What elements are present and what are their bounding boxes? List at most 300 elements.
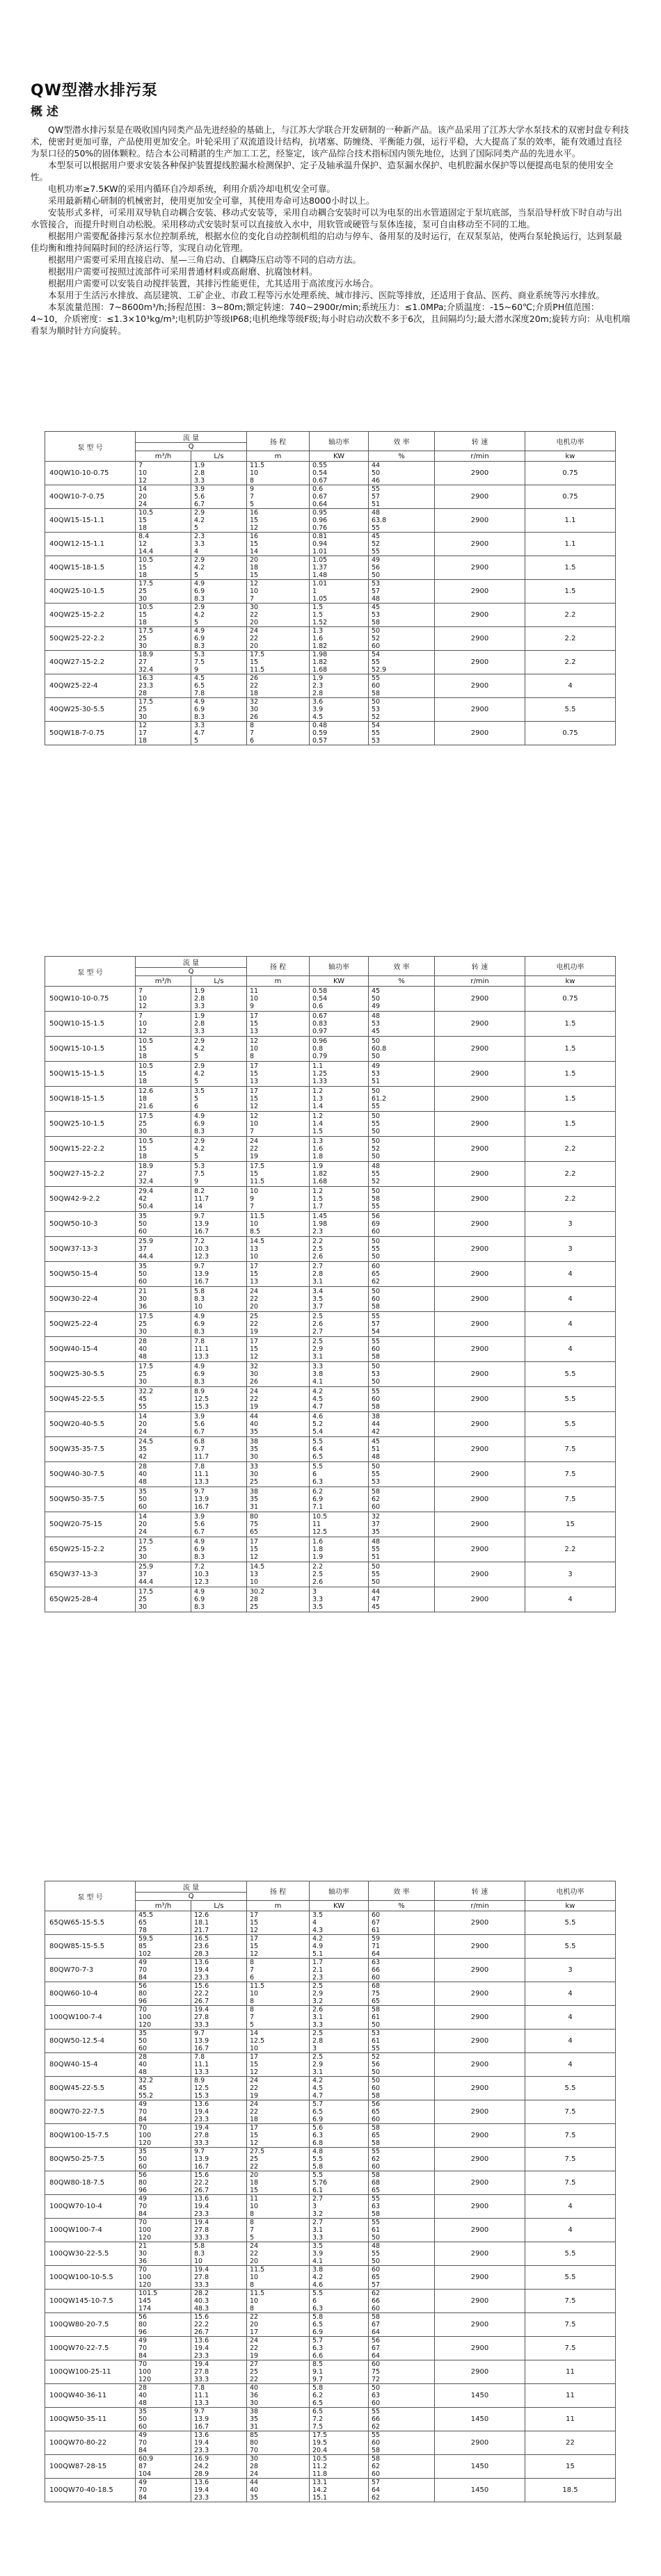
pump-model: 100QW100-25-11 bbox=[45, 2360, 136, 2384]
speed-rpm: 2900 bbox=[435, 1512, 525, 1537]
motor-power-kw: 7.5 bbox=[525, 1437, 616, 1462]
efficiency-pct: 55 61 50 bbox=[369, 2219, 435, 2242]
table-row bbox=[45, 2030, 616, 2053]
speed-rpm: 2900 bbox=[435, 1087, 525, 1112]
speed-rpm: 2900 bbox=[435, 2006, 525, 2030]
pump-model: 80QW40-15-4 bbox=[45, 2053, 136, 2077]
pump-model: 50QW15-22-2.2 bbox=[45, 1137, 136, 1162]
flow-ls: 15.6 22.2 26.7 bbox=[191, 1982, 247, 2006]
pump-model: 40QW25-22-4 bbox=[45, 674, 136, 698]
header-efficiency: 效 率 bbox=[369, 432, 435, 451]
flow-m3h: 10.5 15 18 bbox=[136, 1062, 191, 1087]
head-m: 11.5 10 8 bbox=[247, 462, 310, 485]
efficiency-pct: 59 71 64 bbox=[369, 1935, 435, 1959]
head-m: 14 12.5 10 bbox=[247, 2030, 310, 2053]
unit-kw-shaft: KW bbox=[310, 451, 369, 462]
pump-model: 40QW15-18-1.5 bbox=[45, 556, 136, 580]
pump-model: 65QW65-15-5.5 bbox=[45, 1911, 136, 1935]
flow-ls: 6.8 9.7 11.7 bbox=[191, 1437, 247, 1462]
efficiency-pct: 50 52 60 bbox=[369, 627, 435, 651]
shaft-power-kw: 0.67 0.83 0.97 bbox=[310, 1012, 369, 1037]
speed-rpm: 2900 bbox=[435, 1911, 525, 1935]
table-row bbox=[45, 674, 616, 698]
shaft-power-kw: 6.2 6.9 7.1 bbox=[310, 1487, 369, 1512]
head-m: 8 7 6 bbox=[247, 722, 310, 745]
flow-m3h: 32.2 45 55 bbox=[136, 1387, 191, 1412]
unit-ls: L/s bbox=[191, 451, 247, 462]
table-row bbox=[45, 698, 616, 722]
flow-m3h: 35 50 60 bbox=[136, 1262, 191, 1287]
head-m: 17 15 13 bbox=[247, 1012, 310, 1037]
table-row bbox=[45, 2124, 616, 2148]
efficiency-pct: 53 61 55 bbox=[369, 2030, 435, 2053]
speed-rpm: 2900 bbox=[435, 1287, 525, 1312]
table-row bbox=[45, 1387, 616, 1412]
speed-rpm: 2900 bbox=[435, 2030, 525, 2053]
motor-power-kw: 22 bbox=[525, 2431, 616, 2455]
shaft-power-kw: 1.5 1.5 1.52 bbox=[310, 604, 369, 627]
intro-paragraph: 安装形式多样，可采用双导轨自动耦合安装、移动式安装等，采用自动耦合安装时可以为电泵的出水管道固定于泵坑底部，当泵沿导杆放下时自动与出水管接合，而提升时则自动松脱。采用移动式安装时泵可以直接放入水中，用软管或硬管与泵体连接，泵可自由移动至不同的工地。 bbox=[31, 207, 623, 229]
head-m: 20 18 15 bbox=[247, 556, 310, 580]
head-m: 16 15 14 bbox=[247, 533, 310, 556]
head-m: 32 30 26 bbox=[247, 698, 310, 722]
head-m: 12 10 7 bbox=[247, 580, 310, 604]
motor-power-kw: 4 bbox=[525, 2053, 616, 2077]
flow-ls: 9.7 13.9 16.7 bbox=[191, 1262, 247, 1287]
efficiency-pct: 45 50 49 bbox=[369, 987, 435, 1012]
efficiency-pct: 56 65 60 bbox=[369, 2100, 435, 2124]
flow-m3h: 21 30 36 bbox=[136, 1287, 191, 1312]
head-m: 24 22 20 bbox=[247, 2242, 310, 2266]
flow-ls: 3.9 5.6 6.7 bbox=[191, 485, 247, 509]
head-m: 9 7 5 bbox=[247, 485, 310, 509]
shaft-power-kw: 5.8 6.2 6.5 bbox=[310, 2384, 369, 2408]
pump-model: 80QW50-12.5-4 bbox=[45, 2030, 136, 2053]
table-row bbox=[45, 1512, 616, 1537]
pump-model: 80QW60-10-4 bbox=[45, 1982, 136, 2006]
speed-rpm: 2900 bbox=[435, 533, 525, 556]
head-m: 8 7 5 bbox=[247, 2006, 310, 2030]
efficiency-pct: 50 53 52 bbox=[369, 698, 435, 722]
flow-m3h: 49 70 84 bbox=[136, 2431, 191, 2455]
unit-kw-shaft: KW bbox=[310, 976, 369, 987]
head-m: 24 22 20 bbox=[247, 627, 310, 651]
table-row bbox=[45, 1562, 616, 1587]
speed-rpm: 2900 bbox=[435, 1112, 525, 1137]
motor-power-kw: 1.5 bbox=[525, 1037, 616, 1062]
shaft-power-kw: 4.2 4.5 4.7 bbox=[310, 2077, 369, 2100]
head-m: 14.5 13 10 bbox=[247, 1562, 310, 1587]
pump-model: 50QW15-15-1.5 bbox=[45, 1062, 136, 1087]
pump-model: 50QW27-15-2.2 bbox=[45, 1162, 136, 1187]
table-row bbox=[45, 987, 616, 1012]
shaft-power-kw: 1.3 1.6 1.82 bbox=[310, 627, 369, 651]
speed-rpm: 2900 bbox=[435, 604, 525, 627]
head-m: 44 40 35 bbox=[247, 1412, 310, 1437]
flow-m3h: 35 50 60 bbox=[136, 2030, 191, 2053]
table-row bbox=[45, 2077, 616, 2100]
efficiency-pct: 55 60 58 bbox=[369, 674, 435, 698]
flow-m3h: 17.5 25 30 bbox=[136, 627, 191, 651]
header-shaft-power: 轴功率 bbox=[310, 957, 369, 976]
speed-rpm: 1450 bbox=[435, 2408, 525, 2431]
flow-ls: 19.4 27.8 33.3 bbox=[191, 2266, 247, 2290]
head-m: 27 25 22 bbox=[247, 2360, 310, 2384]
head-m: 17 15 13 bbox=[247, 1262, 310, 1287]
flow-m3h: 70 100 120 bbox=[136, 2266, 191, 2290]
flow-ls: 4.9 6.9 8.3 bbox=[191, 1362, 247, 1387]
pump-model: 100QW70-40-18.5 bbox=[45, 2479, 136, 2502]
shaft-power-kw: 8.5 9.1 9.7 bbox=[310, 2360, 369, 2384]
table-row bbox=[45, 1312, 616, 1337]
speed-rpm: 2900 bbox=[435, 2242, 525, 2266]
speed-rpm: 2900 bbox=[435, 1062, 525, 1087]
table-row bbox=[45, 1262, 616, 1287]
unit-kw-shaft: KW bbox=[310, 1901, 369, 1911]
speed-rpm: 2900 bbox=[435, 1437, 525, 1462]
speed-rpm: 2900 bbox=[435, 651, 525, 674]
motor-power-kw: 4 bbox=[525, 1982, 616, 2006]
flow-m3h: 18.9 27 32.4 bbox=[136, 651, 191, 674]
table-row bbox=[45, 1212, 616, 1237]
unit-pct: % bbox=[369, 1901, 435, 1911]
flow-ls: 2.9 4.2 5 bbox=[191, 1037, 247, 1062]
flow-m3h: 7 10 12 bbox=[136, 1012, 191, 1037]
table-row bbox=[45, 2171, 616, 2195]
flow-ls: 1.9 2.8 3.3 bbox=[191, 1012, 247, 1037]
head-m: 27.5 25 22 bbox=[247, 2148, 310, 2171]
flow-m3h: 7 10 12 bbox=[136, 462, 191, 485]
pump-model: 50QW25-22-4 bbox=[45, 1312, 136, 1337]
flow-m3h: 56 80 96 bbox=[136, 1982, 191, 2006]
flow-ls: 2.3 3.3 4 bbox=[191, 533, 247, 556]
efficiency-pct: 50 61.2 55 bbox=[369, 1087, 435, 1112]
shaft-power-kw: 5.5 6.4 6.5 bbox=[310, 1437, 369, 1462]
table-row bbox=[45, 1587, 616, 1612]
shaft-power-kw: 5.5 5.76 6.1 bbox=[310, 2171, 369, 2195]
pump-model: 80QW70-7-3 bbox=[45, 1959, 136, 1982]
speed-rpm: 2900 bbox=[435, 627, 525, 651]
table-row bbox=[45, 2053, 616, 2077]
unit-kw-motor: kw bbox=[525, 976, 616, 987]
head-m: 30 22 20 bbox=[247, 604, 310, 627]
efficiency-pct: 49 56 50 bbox=[369, 556, 435, 580]
efficiency-pct: 55 60 58 bbox=[369, 1337, 435, 1362]
head-m: 8 7 5 bbox=[247, 2219, 310, 2242]
header-model: 泵 型 号 bbox=[45, 432, 136, 462]
head-m: 12 10 8 bbox=[247, 1037, 310, 1062]
speed-rpm: 2900 bbox=[435, 1412, 525, 1437]
flow-m3h: 56 80 96 bbox=[136, 2313, 191, 2337]
efficiency-pct: 45 53 58 bbox=[369, 604, 435, 627]
head-m: 14.5 13 10 bbox=[247, 1237, 310, 1262]
flow-ls: 5.8 8.3 10 bbox=[191, 1287, 247, 1312]
speed-rpm: 2900 bbox=[435, 2100, 525, 2124]
flow-m3h: 16.3 23.3 28 bbox=[136, 674, 191, 698]
efficiency-pct: 48 55 50 bbox=[369, 2242, 435, 2266]
intro-text bbox=[31, 124, 630, 337]
flow-m3h: 14 20 24 bbox=[136, 1412, 191, 1437]
flow-m3h: 17.5 25 30 bbox=[136, 698, 191, 722]
table-row bbox=[45, 1462, 616, 1487]
efficiency-pct: 48 55 52 bbox=[369, 1162, 435, 1187]
efficiency-pct: 50 60 58 bbox=[369, 1287, 435, 1312]
table-row bbox=[45, 2006, 616, 2030]
flow-m3h: 14 20 24 bbox=[136, 1512, 191, 1537]
flow-ls: 19.4 27.8 33.3 bbox=[191, 2124, 247, 2148]
shaft-power-kw: 2.7 2.8 3.1 bbox=[310, 1262, 369, 1287]
head-m: 8 7 6 bbox=[247, 1959, 310, 1982]
speed-rpm: 2900 bbox=[435, 509, 525, 533]
table-row bbox=[45, 2100, 616, 2124]
motor-power-kw: 1.5 bbox=[525, 1012, 616, 1037]
pump-model: 40QW25-15-2.2 bbox=[45, 604, 136, 627]
flow-m3h: 25.9 37 44.4 bbox=[136, 1237, 191, 1262]
flow-ls: 4.9 6.9 8.3 bbox=[191, 1112, 247, 1137]
flow-m3h: 21 30 36 bbox=[136, 2242, 191, 2266]
head-m: 24 22 19 bbox=[247, 1387, 310, 1412]
flow-ls: 9.7 13.9 16.7 bbox=[191, 2030, 247, 2053]
shaft-power-kw: 5.8 6.5 6.9 bbox=[310, 2313, 369, 2337]
head-m: 38 35 30 bbox=[247, 1437, 310, 1462]
unit-pct: % bbox=[369, 976, 435, 987]
motor-power-kw: 4 bbox=[525, 1287, 616, 1312]
motor-power-kw: 5.5 bbox=[525, 1387, 616, 1412]
table-row bbox=[45, 2479, 616, 2502]
pump-model: 50QW40-30-7.5 bbox=[45, 1462, 136, 1487]
speed-rpm: 2900 bbox=[435, 2431, 525, 2455]
speed-rpm: 1450 bbox=[435, 2479, 525, 2502]
flow-ls: 9.7 13.9 16.7 bbox=[191, 1212, 247, 1237]
shaft-power-kw: 4.2 4.5 4.7 bbox=[310, 1387, 369, 1412]
flow-m3h: 49 70 84 bbox=[136, 2195, 191, 2219]
flow-m3h: 18.9 27 32.4 bbox=[136, 1162, 191, 1187]
shaft-power-kw: 0.81 0.94 1.01 bbox=[310, 533, 369, 556]
table-row bbox=[45, 556, 616, 580]
flow-ls: 3.9 5.6 6.7 bbox=[191, 1512, 247, 1537]
pump-model: 100QW87-28-15 bbox=[45, 2455, 136, 2479]
pump-model: 100QW80-20-7.5 bbox=[45, 2313, 136, 2337]
efficiency-pct: 54 55 52.9 bbox=[369, 651, 435, 674]
efficiency-pct: 50 58 55 bbox=[369, 1187, 435, 1212]
shaft-power-kw: 1.1 1.25 1.33 bbox=[310, 1062, 369, 1087]
pump-model: 50QW50-10-3 bbox=[45, 1212, 136, 1237]
flow-ls: 2.9 4.2 5 bbox=[191, 509, 247, 533]
efficiency-pct: 60 75 72 bbox=[369, 2360, 435, 2384]
spec-table-2 bbox=[45, 956, 616, 1612]
header-efficiency: 效 率 bbox=[369, 1881, 435, 1901]
pump-model: 40QW15-15-1.1 bbox=[45, 509, 136, 533]
flow-m3h: 10.5 15 18 bbox=[136, 556, 191, 580]
motor-power-kw: 15 bbox=[525, 1512, 616, 1537]
speed-rpm: 2900 bbox=[435, 580, 525, 604]
speed-rpm: 1450 bbox=[435, 2455, 525, 2479]
flow-m3h: 17.5 25 30 bbox=[136, 1112, 191, 1137]
header-speed: 转 速 bbox=[435, 432, 525, 451]
shaft-power-kw: 5.6 6.3 6.8 bbox=[310, 2124, 369, 2148]
header-flow-q: Q bbox=[136, 1893, 247, 1901]
speed-rpm: 2900 bbox=[435, 2053, 525, 2077]
shaft-power-kw: 1.6 1.8 1.9 bbox=[310, 1537, 369, 1562]
motor-power-kw: 5.5 bbox=[525, 1911, 616, 1935]
flow-ls: 19.4 27.8 33.3 bbox=[191, 2219, 247, 2242]
head-m: 44 40 35 bbox=[247, 2479, 310, 2502]
flow-ls: 9.7 13.9 16.7 bbox=[191, 1487, 247, 1512]
head-m: 20 18 15 bbox=[247, 2171, 310, 2195]
pump-model: 100QW100-7-4 bbox=[45, 2006, 136, 2030]
table-row bbox=[45, 2148, 616, 2171]
motor-power-kw: 5.5 bbox=[525, 1362, 616, 1387]
efficiency-pct: 62 66 60 bbox=[369, 2290, 435, 2313]
flow-ls: 13.6 19.4 23.3 bbox=[191, 2479, 247, 2502]
intro-paragraph: 采用最新精心研制的机械密封，使用更加安全可靠，其使用寿命可达8000小时以上。 bbox=[48, 195, 375, 206]
motor-power-kw: 1.1 bbox=[525, 509, 616, 533]
motor-power-kw: 2.2 bbox=[525, 651, 616, 674]
flow-ls: 7.2 10.3 12.3 bbox=[191, 1562, 247, 1587]
flow-ls: 8.9 12.5 15.3 bbox=[191, 1387, 247, 1412]
pump-model: 50QW35-35-7.5 bbox=[45, 1437, 136, 1462]
table-row bbox=[45, 580, 616, 604]
unit-pct: % bbox=[369, 451, 435, 462]
head-m: 11 10 8 bbox=[247, 2195, 310, 2219]
pump-model: 40QW25-30-5.5 bbox=[45, 698, 136, 722]
efficiency-pct: 44 50 46 bbox=[369, 462, 435, 485]
efficiency-pct: 58 67 64 bbox=[369, 2313, 435, 2337]
header-model: 泵 型 号 bbox=[45, 957, 136, 987]
pump-model: 65QW37-13-3 bbox=[45, 1562, 136, 1587]
flow-ls: 4.5 6.5 7.8 bbox=[191, 674, 247, 698]
shaft-power-kw: 2.7 3 3.2 bbox=[310, 2195, 369, 2219]
table-row bbox=[45, 2242, 616, 2266]
shaft-power-kw: 2.7 3.1 3.3 bbox=[310, 2219, 369, 2242]
table-row bbox=[45, 1911, 616, 1935]
table-row bbox=[45, 1337, 616, 1362]
motor-power-kw: 5.5 bbox=[525, 2266, 616, 2290]
table-row bbox=[45, 2408, 616, 2431]
flow-ls: 13.6 19.4 23.3 bbox=[191, 1959, 247, 1982]
speed-rpm: 2900 bbox=[435, 2266, 525, 2290]
unit-rpm: r/min bbox=[435, 976, 525, 987]
table-row bbox=[45, 627, 616, 651]
head-m: 12 10 7 bbox=[247, 1112, 310, 1137]
table-row bbox=[45, 1237, 616, 1262]
flow-ls: 4.9 6.9 8.3 bbox=[191, 698, 247, 722]
flow-ls: 2.9 4.2 5 bbox=[191, 1062, 247, 1087]
pump-model: 40QW10-7-0.75 bbox=[45, 485, 136, 509]
speed-rpm: 1450 bbox=[435, 2384, 525, 2408]
shaft-power-kw: 4.2 4.9 5.1 bbox=[310, 1935, 369, 1959]
efficiency-pct: 55 62 60 bbox=[369, 2148, 435, 2171]
table-row bbox=[45, 2219, 616, 2242]
efficiency-pct: 49 53 51 bbox=[369, 1062, 435, 1087]
table-row bbox=[45, 1187, 616, 1212]
shaft-power-kw: 13.1 14.2 15.1 bbox=[310, 2479, 369, 2502]
speed-rpm: 2900 bbox=[435, 1362, 525, 1387]
motor-power-kw: 11 bbox=[525, 2408, 616, 2431]
intro-paragraph: 根据用户需要配备排污泵水位控制系统，根据水位的变化自动控制机组的启动与停车、备用泵的及时运行，在双泵泵站，使两台泵轮换运行，达到泵最佳均衡和维持间隔时间的经济运行等，实现自动化管理。 bbox=[31, 231, 623, 253]
header-flow: 流 量 bbox=[136, 957, 247, 968]
flow-ls: 16.9 24.2 28.9 bbox=[191, 2455, 247, 2479]
intro-paragraph: 本型泵可以根据用户要求安装各种保护装置提线腔漏水检测保护、定子及轴承温升保护、造泵漏水保护、电机腔漏水保护等以便提高电泵的使用安全性。 bbox=[31, 160, 614, 182]
pump-model: 65QW25-15-2.2 bbox=[45, 1537, 136, 1562]
shaft-power-kw: 3.3 3.8 4.1 bbox=[310, 1362, 369, 1387]
motor-power-kw: 7.5 bbox=[525, 2100, 616, 2124]
head-m: 17 15 12 bbox=[247, 2053, 310, 2077]
unit-ls: L/s bbox=[191, 976, 247, 987]
unit-m: m bbox=[247, 976, 310, 987]
motor-power-kw: 2.2 bbox=[525, 1187, 616, 1212]
efficiency-pct: 50 55 50 bbox=[369, 1237, 435, 1262]
speed-rpm: 2900 bbox=[435, 2360, 525, 2384]
head-m: 17.5 15 11.5 bbox=[247, 1162, 310, 1187]
motor-power-kw: 0.75 bbox=[525, 462, 616, 485]
efficiency-pct: 55 66 62 bbox=[369, 2408, 435, 2431]
table-row bbox=[45, 1362, 616, 1387]
motor-power-kw: 7.5 bbox=[525, 2148, 616, 2171]
header-speed: 转 速 bbox=[435, 1881, 525, 1901]
flow-ls: 28.2 40.3 48.3 bbox=[191, 2290, 247, 2313]
speed-rpm: 2900 bbox=[435, 1337, 525, 1362]
flow-m3h: 70 100 120 bbox=[136, 2124, 191, 2148]
motor-power-kw: 3 bbox=[525, 1959, 616, 1982]
head-m: 17 15 12 bbox=[247, 1537, 310, 1562]
shaft-power-kw: 4.8 5.5 5.8 bbox=[310, 2148, 369, 2171]
flow-ls: 8.9 12.5 15.3 bbox=[191, 2077, 247, 2100]
speed-rpm: 2900 bbox=[435, 1037, 525, 1062]
table-row bbox=[45, 1537, 616, 1562]
flow-m3h: 101.5 145 174 bbox=[136, 2290, 191, 2313]
head-m: 11.5 10 8 bbox=[247, 2266, 310, 2290]
flow-m3h: 59.5 85 102 bbox=[136, 1935, 191, 1959]
head-m: 26 22 18 bbox=[247, 674, 310, 698]
shaft-power-kw: 1.9 1.82 1.68 bbox=[310, 1162, 369, 1187]
shaft-power-kw: 1.98 1.82 1.68 bbox=[310, 651, 369, 674]
flow-ls: 13.6 19.4 23.3 bbox=[191, 2100, 247, 2124]
flow-ls: 2.9 4.2 5 bbox=[191, 1137, 247, 1162]
head-m: 11.5 10 8.5 bbox=[247, 1212, 310, 1237]
motor-power-kw: 2.2 bbox=[525, 1162, 616, 1187]
head-m: 17.5 15 11.5 bbox=[247, 651, 310, 674]
motor-power-kw: 2.2 bbox=[525, 1537, 616, 1562]
shaft-power-kw: 1.01 1 1.05 bbox=[310, 580, 369, 604]
speed-rpm: 2900 bbox=[435, 1237, 525, 1262]
header-flow-q: Q bbox=[136, 443, 247, 451]
head-m: 24 22 19 bbox=[247, 2077, 310, 2100]
pump-model: 50QW25-30-5.5 bbox=[45, 1362, 136, 1387]
intro-paragraph: 本泵用于生活污水排放、高层建筑、工矿企业、市政工程等污水处理系统、城市排污、医院等排放，还适用于食品、医药、商业系统等污水排放。 bbox=[48, 290, 605, 300]
pump-model: 50QW45-22-5.5 bbox=[45, 1387, 136, 1412]
flow-ls: 1.9 2.8 3.3 bbox=[191, 462, 247, 485]
flow-ls: 1.9 2.8 3.3 bbox=[191, 987, 247, 1012]
pump-model: 50QW18-7-0.75 bbox=[45, 722, 136, 745]
flow-m3h: 24.5 35 42 bbox=[136, 1437, 191, 1462]
unit-m: m bbox=[247, 1901, 310, 1911]
shaft-power-kw: 0.55 0.54 0.67 bbox=[310, 462, 369, 485]
shaft-power-kw: 1.3 1.6 1.8 bbox=[310, 1137, 369, 1162]
shaft-power-kw: 1.9 2.3 2.8 bbox=[310, 674, 369, 698]
pump-model: 65QW25-28-4 bbox=[45, 1587, 136, 1612]
flow-ls: 19.4 27.8 33.3 bbox=[191, 2006, 247, 2030]
speed-rpm: 2900 bbox=[435, 1935, 525, 1959]
motor-power-kw: 1.5 bbox=[525, 1087, 616, 1112]
head-m: 32 30 26 bbox=[247, 1362, 310, 1387]
efficiency-pct: 50 55 50 bbox=[369, 1562, 435, 1587]
pump-model: 50QW40-15-4 bbox=[45, 1337, 136, 1362]
pump-model: 50QW50-15-4 bbox=[45, 1262, 136, 1287]
flow-m3h: 70 100 120 bbox=[136, 2360, 191, 2384]
header-efficiency: 效 率 bbox=[369, 957, 435, 976]
flow-m3h: 17.5 25 30 bbox=[136, 1312, 191, 1337]
